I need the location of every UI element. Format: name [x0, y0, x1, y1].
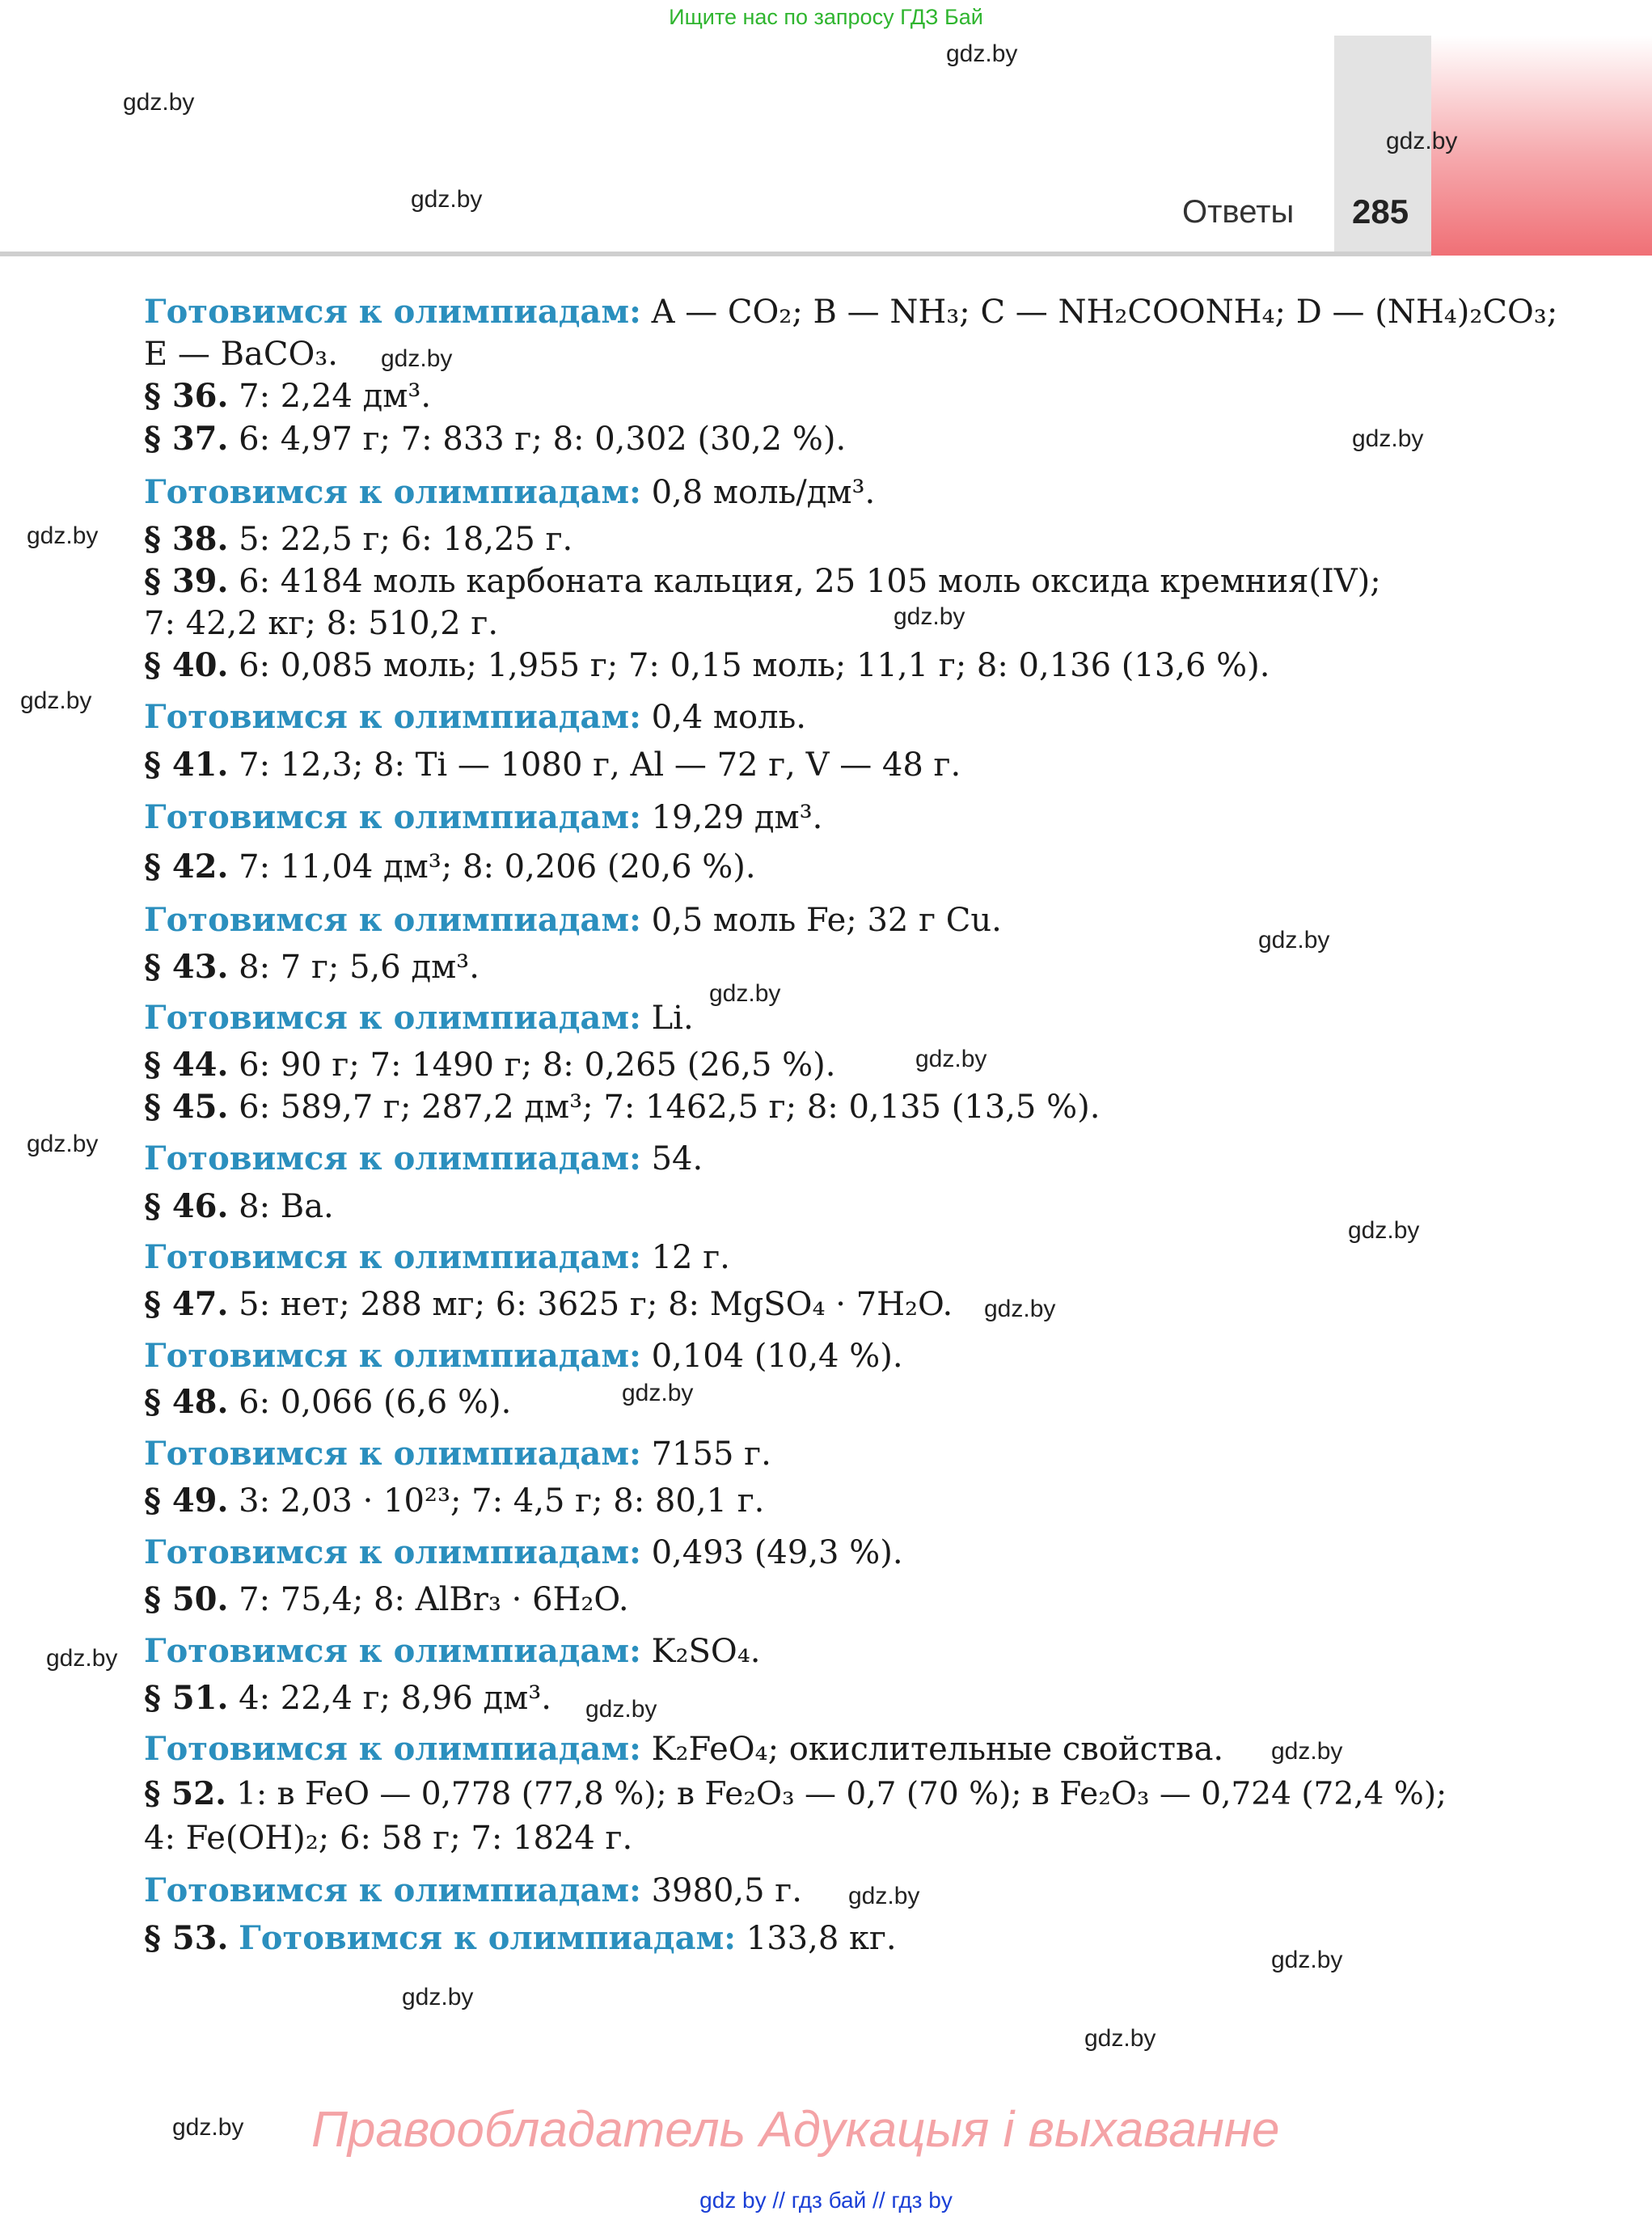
watermark: gdz.by — [622, 1380, 694, 1406]
watermark: gdz.by — [894, 603, 965, 630]
olympiad-label: Готовимся к олимпиадам: — [144, 798, 641, 836]
answer-text: 0,493 (49,3 %). — [651, 1534, 903, 1571]
answer-line — [144, 1088, 1101, 1126]
watermark: gdz.by — [411, 186, 483, 213]
answer-text: 7155 г. — [651, 1435, 771, 1473]
answer-line — [144, 607, 498, 640]
olympiad-label: Готовимся к олимпиадам: — [144, 1632, 641, 1670]
copyright-notice: Правообладатель Адукацыя і выхаванне — [311, 2102, 1280, 2158]
paragraph-number: § 51. — [144, 1679, 229, 1717]
answer-line — [144, 336, 339, 373]
answer-text: 7: 42,2 кг; 8: 510,2 г. — [144, 605, 499, 642]
watermark: gdz.by — [27, 1131, 99, 1157]
paragraph-number: § 49. — [144, 1482, 229, 1520]
watermark: gdz.by — [585, 1696, 657, 1723]
watermark: gdz.by — [915, 1046, 987, 1072]
answer-line — [144, 1730, 1224, 1768]
answer-text: 0,8 моль/дм³. — [651, 474, 876, 511]
answer-line — [144, 1775, 1447, 1812]
answer-line — [144, 1285, 953, 1323]
olympiad-label: Готовимся к олимпиадам: — [144, 1533, 641, 1571]
answer-text: 0,5 моль Fe; 32 г Cu. — [651, 902, 1002, 939]
footer-links[interactable]: gdz by // гдз бай // гдз by — [699, 2188, 953, 2213]
answer-line — [144, 1580, 629, 1618]
answer-line — [144, 1238, 730, 1276]
answer-text: 4: Fe(OH)₂; 6: 58 г; 7: 1824 г. — [144, 1820, 633, 1857]
answer-line — [144, 901, 1002, 939]
answer-text: E — BaCO₃. — [144, 336, 339, 373]
olympiad-label: Готовимся к олимпиадам: — [144, 1435, 641, 1473]
answer-line — [144, 1187, 334, 1225]
paragraph-number: § 45. — [144, 1088, 229, 1126]
answer-line — [144, 1139, 703, 1178]
watermark: gdz.by — [1271, 1738, 1343, 1765]
olympiad-label: Готовимся к олимпиадам: — [144, 1337, 641, 1375]
answer-text: 6: 589,7 г; 287,2 дм³; 7: 1462,5 г; 8: 0,135 (13,5 %). — [239, 1089, 1101, 1126]
paragraph-number: § 40. — [144, 646, 229, 684]
answer-text: 6: 0,085 моль; 1,955 г; 7: 0,15 моль; 11,1 г; 8: 0,136 (13,6 %). — [239, 647, 1270, 684]
olympiad-label: Готовимся к олимпиадам: — [144, 1139, 641, 1178]
answer-text: 54. — [651, 1140, 703, 1178]
olympiad-label: Готовимся к олимпиадам: — [144, 1871, 641, 1909]
answer-line — [144, 999, 694, 1037]
olympiad-label: Готовимся к олимпиадам: — [144, 1730, 641, 1768]
answer-text: 19,29 дм³. — [651, 799, 823, 836]
answer-text: 3: 2,03 · 10²³; 7: 4,5 г; 8: 80,1 г. — [239, 1482, 765, 1520]
answer-line — [144, 1820, 633, 1857]
answer-line — [144, 698, 807, 736]
paragraph-number: § 44. — [144, 1046, 229, 1084]
answer-line — [144, 1919, 897, 1957]
answer-text: 6: 90 г; 7: 1490 г; 8: 0,265 (26,5 %). — [239, 1046, 836, 1084]
watermark: gdz.by — [1348, 1217, 1420, 1244]
answer-text: 133,8 кг. — [746, 1920, 897, 1957]
answer-text: 5: нет; 288 мг; 6: 3625 г; 8: MgSO₄ · 7H₂O. — [239, 1286, 953, 1323]
answer-text: 6: 0,066 (6,6 %). — [239, 1384, 512, 1421]
answer-line — [144, 948, 480, 986]
answer-text: K₂SO₄. — [651, 1633, 761, 1670]
watermark: gdz.by — [381, 345, 453, 372]
answer-line — [144, 473, 876, 511]
answer-line — [144, 1337, 903, 1375]
olympiad-label: Готовимся к олимпиадам: — [239, 1919, 737, 1957]
answer-line — [144, 377, 432, 415]
answer-line — [144, 1383, 512, 1421]
paragraph-number: § 37. — [144, 420, 229, 458]
answer-line — [144, 1632, 761, 1670]
watermark: gdz.by — [20, 687, 92, 714]
answer-line — [144, 1679, 551, 1717]
answer-line — [144, 520, 573, 558]
answer-line — [144, 562, 1381, 600]
paragraph-number: § 38. — [144, 520, 229, 558]
paragraph-number: § 53. — [144, 1919, 229, 1957]
header-pink-corner — [1431, 36, 1652, 256]
answer-text: 3980,5 г. — [651, 1872, 802, 1909]
answer-line — [144, 1482, 765, 1520]
answer-line — [144, 746, 961, 784]
header-divider — [0, 252, 1431, 256]
answer-text: 12 г. — [651, 1239, 730, 1276]
paragraph-number: § 52. — [144, 1775, 226, 1812]
answer-text: Li. — [651, 1000, 694, 1037]
answer-line — [144, 646, 1270, 684]
paragraph-number: § 43. — [144, 948, 229, 986]
paragraph-number: § 41. — [144, 746, 229, 784]
answer-text: 7: 75,4; 8: AlBr₃ · 6H₂O. — [239, 1581, 629, 1618]
answer-text: 7: 12,3; 8: Ti — 1080 г, Al — 72 г, V — 48 г. — [239, 746, 961, 784]
watermark: gdz.by — [1386, 128, 1458, 154]
olympiad-label: Готовимся к олимпиадам: — [144, 999, 641, 1037]
olympiad-label: Готовимся к олимпиадам: — [144, 698, 641, 736]
olympiad-label: Готовимся к олимпиадам: — [144, 293, 641, 331]
paragraph-number: § 48. — [144, 1383, 229, 1421]
watermark: gdz.by — [46, 1645, 118, 1672]
paragraph-number: § 46. — [144, 1187, 229, 1225]
watermark: gdz.by — [848, 1883, 920, 1909]
watermark: gdz.by — [709, 980, 781, 1007]
top-search-hint[interactable]: Ищите нас по запросу ГДЗ Бай — [669, 5, 983, 29]
answer-text: A — CO₂; B — NH₃; C — NH₂COONH₄; D — (NH₄)₂CO₃; — [651, 294, 1558, 331]
answer-line — [144, 1533, 903, 1571]
section-title: Ответы — [1182, 194, 1295, 230]
paragraph-number: § 36. — [144, 377, 229, 415]
watermark: gdz.by — [1084, 2025, 1156, 2052]
watermark: gdz.by — [123, 89, 195, 116]
watermark: gdz.by — [946, 40, 1018, 67]
paragraph-number: § 50. — [144, 1580, 229, 1618]
answer-text: 1: в FeO — 0,778 (77,8 %); в Fe₂O₃ — 0,7 (70 %); в Fe₂O₃ — 0,724 (72,4 %); — [236, 1776, 1447, 1812]
olympiad-label: Готовимся к олимпиадам: — [144, 1238, 641, 1276]
answer-line — [144, 1435, 771, 1473]
watermark: gdz.by — [1258, 927, 1330, 953]
answer-text: 7: 2,24 дм³. — [239, 378, 432, 415]
answer-text: 0,4 моль. — [651, 699, 807, 736]
paragraph-number: § 42. — [144, 848, 229, 886]
paragraph-number: § 39. — [144, 562, 229, 600]
answer-line — [144, 1046, 836, 1084]
answer-line — [144, 798, 823, 836]
olympiad-label: Готовимся к олимпиадам: — [144, 473, 641, 511]
answer-line — [144, 1871, 802, 1909]
olympiad-label: Готовимся к олимпиадам: — [144, 901, 641, 939]
answer-text: 6: 4184 моль карбоната кальция, 25 105 моль оксида кремния(IV); — [239, 563, 1381, 600]
watermark: gdz.by — [984, 1296, 1056, 1322]
watermark: gdz.by — [27, 522, 99, 549]
answer-text: 8: Ba. — [239, 1188, 334, 1225]
answer-text: 6: 4,97 г; 7: 833 г; 8: 0,302 (30,2 %). — [239, 421, 847, 458]
answer-text: 5: 22,5 г; 6: 18,25 г. — [239, 521, 573, 558]
answer-text: 0,104 (10,4 %). — [651, 1338, 903, 1375]
watermark: gdz.by — [172, 2114, 244, 2141]
watermark: gdz.by — [1271, 1947, 1343, 1973]
answer-line — [144, 293, 1558, 331]
watermark: gdz.by — [1352, 425, 1424, 452]
answer-line — [144, 848, 756, 886]
answer-text: 7: 11,04 дм³; 8: 0,206 (20,6 %). — [239, 848, 756, 886]
answer-text: 8: 7 г; 5,6 дм³. — [239, 949, 480, 986]
watermark: gdz.by — [402, 1984, 474, 2010]
paragraph-number: § 47. — [144, 1285, 229, 1323]
page-number: 285 — [1352, 192, 1409, 230]
answer-text: 4: 22,4 г; 8,96 дм³. — [239, 1680, 551, 1717]
answer-text: K₂FeO₄; окислительные свойства. — [651, 1731, 1224, 1768]
answer-line — [144, 420, 847, 458]
